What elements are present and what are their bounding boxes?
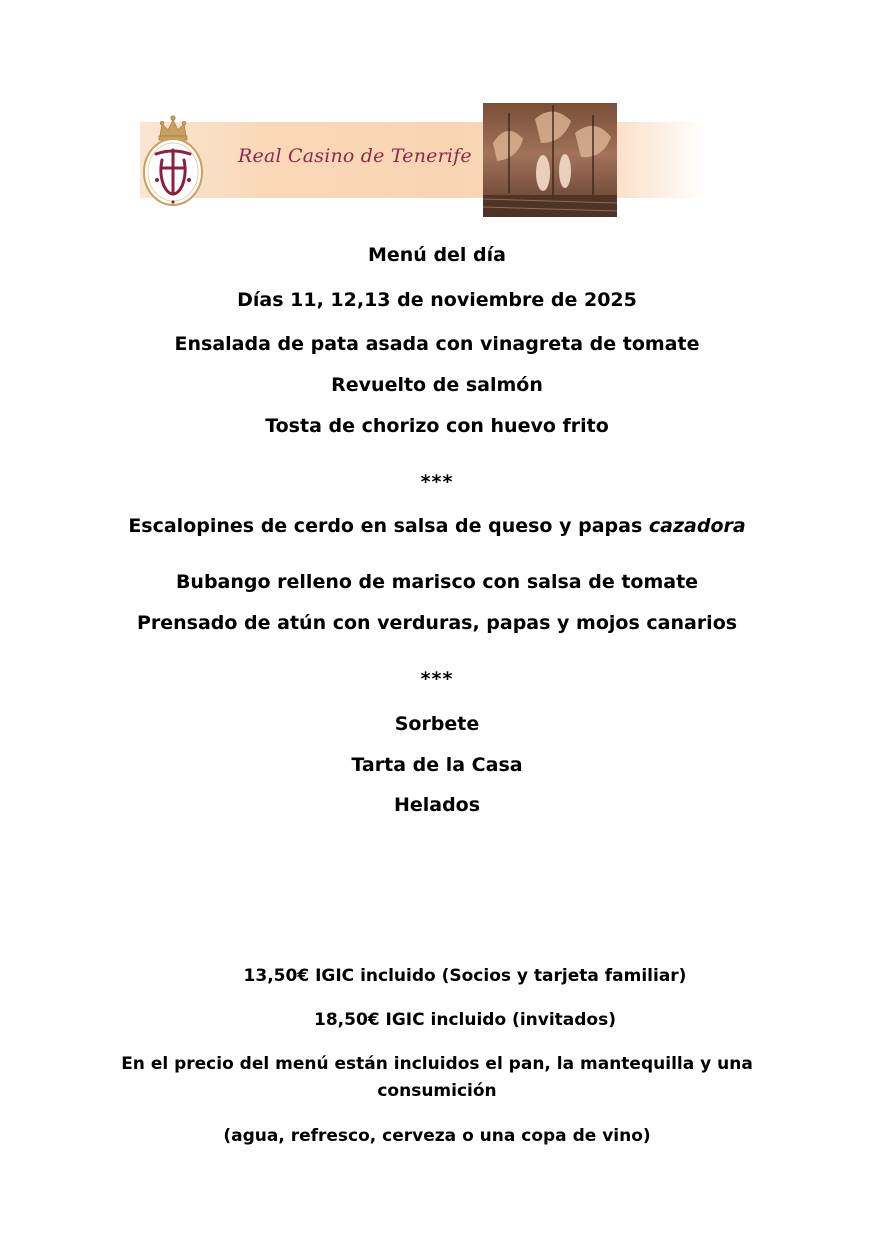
drinks-note: (agua, refresco, cerveza o una copa de vino) [223,1126,651,1146]
starter-item: Revuelto de salmón [331,374,543,396]
included-note-line-1: En el precio del menú están incluidos el pan, la mantequilla y una [121,1054,753,1074]
brand-name: Real Casino de Tenerife [238,145,472,167]
section-separator: *** [420,668,454,690]
crown-monogram-crest-icon [140,110,206,210]
main-item: Bubango relleno de marisco con salsa de tomate [175,571,699,593]
starter-item: Ensalada de pata asada con vinagreta de tomate [174,333,700,355]
main-item [0,514,874,538]
section-separator: *** [420,471,454,493]
main-item: Prensado de atún con verduras, papas y mojos canarios [136,612,738,634]
dessert-item: Helados [393,794,481,816]
main-item-text: Escalopines de cerdo en salsa de queso y papas [128,515,649,537]
menu-dates: Días 11, 12,13 de noviembre de 2025 [237,289,637,311]
guests-price: 18,50€ IGIC incluido (invitados) [314,1010,616,1030]
members-price: 13,50€ IGIC incluido (Socios y tarjeta familiar) [243,966,687,986]
dessert-item: Tarta de la Casa [351,754,523,776]
starter-item: Tosta de chorizo con huevo frito [265,415,609,437]
main-item-italic-word: cazadora [648,515,746,537]
sailing-ship-painting-icon [483,103,617,217]
included-note-line-2: consumición [377,1081,497,1101]
menu-title: Menú del día [367,244,506,266]
dessert-item: Sorbete [394,713,480,735]
